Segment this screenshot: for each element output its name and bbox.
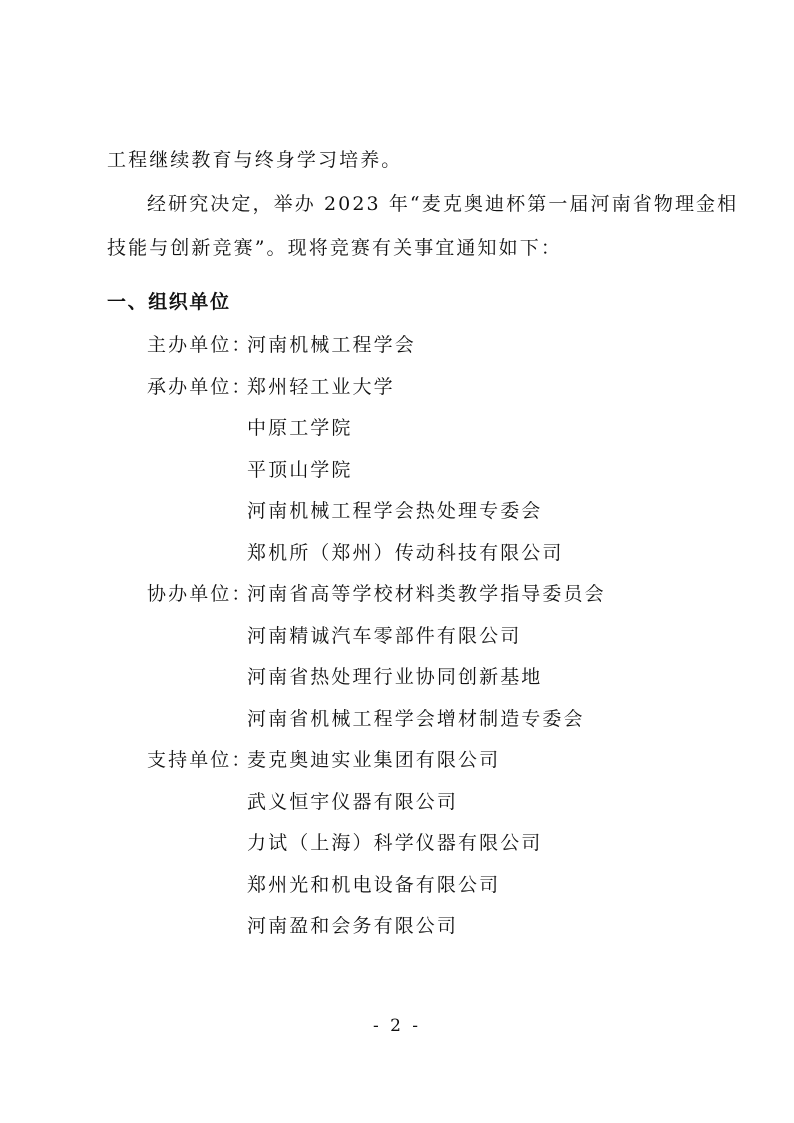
supporter-item: 力试（上海）科学仪器有限公司 <box>247 832 543 854</box>
co-organizer-item: 河南省机械工程学会增材制造专委会 <box>247 708 585 730</box>
co-organizer-item: 河南省热处理行业协同创新基地 <box>247 666 543 688</box>
host-item: 河南机械工程学会 <box>247 334 416 356</box>
organizer-item: 郑机所（郑州）传动科技有限公司 <box>247 542 564 564</box>
supporter-item: 郑州光和机电设备有限公司 <box>247 874 501 896</box>
supporter-item: 武义恒宇仪器有限公司 <box>247 791 459 813</box>
host-label: 主办单位： <box>147 334 253 356</box>
page-number: - 2 - <box>372 1016 422 1036</box>
organizer-item: 郑州轻工业大学 <box>247 376 395 398</box>
co-organizers-label: 协办单位： <box>147 583 253 605</box>
paragraph-line: 工程继续教育与终身学习培养。 <box>107 149 403 171</box>
section-heading: 一、组织单位 <box>107 291 231 313</box>
organizer-item: 中原工学院 <box>247 417 353 439</box>
paragraph-line: 技能与创新竞赛”。现将竞赛有关事宜通知如下： <box>107 237 562 259</box>
supporters-label: 支持单位： <box>147 749 253 771</box>
paragraph-line: 经研究决定，举办 2023 年“麦克奥迪杯第一届河南省物理金相 <box>147 193 739 215</box>
co-organizer-item: 河南精诚汽车零部件有限公司 <box>247 625 522 647</box>
co-organizer-item: 河南省高等学校材料类教学指导委员会 <box>247 583 606 605</box>
organizer-item: 河南机械工程学会热处理专委会 <box>247 500 543 522</box>
organizer-item: 平顶山学院 <box>247 459 353 481</box>
supporter-item: 河南盈和会务有限公司 <box>247 915 459 937</box>
organizers-label: 承办单位： <box>147 376 253 398</box>
supporter-item: 麦克奥迪实业集团有限公司 <box>247 749 501 771</box>
